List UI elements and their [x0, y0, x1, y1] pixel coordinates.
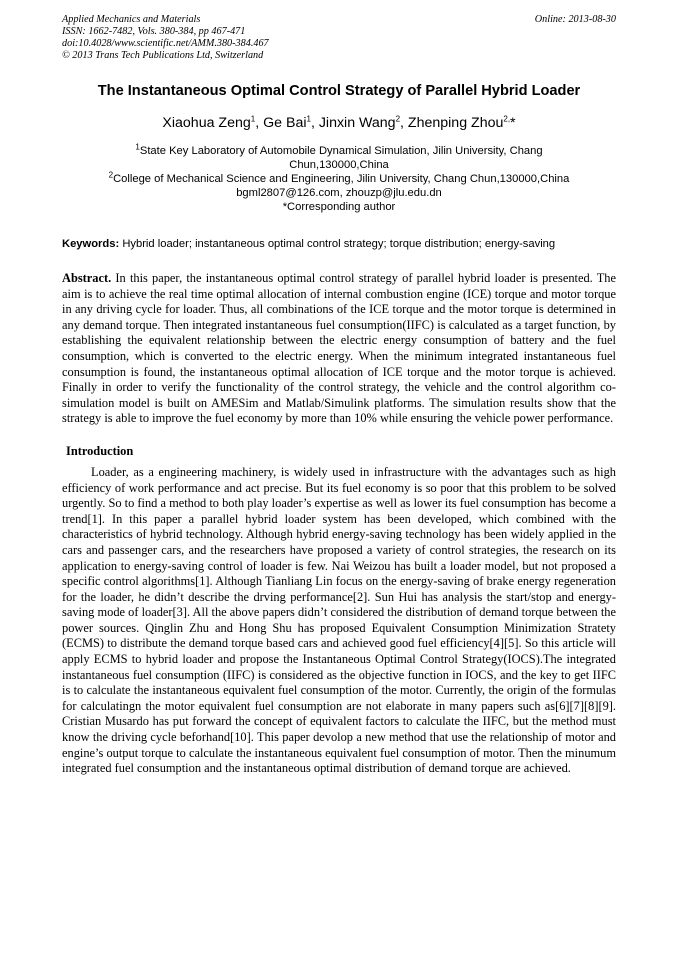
header-left: [62, 14, 616, 62]
email-line: bgml2807@126.com, zhouzp@jlu.edu.dn: [236, 187, 442, 199]
keywords-text: Hybrid loader; instantaneous optimal control strategy; torque distribution; energy-saving: [122, 238, 556, 250]
author-name: Xiaohua Zeng: [162, 115, 251, 131]
copyright-line: © 2013 Trans Tech Publications Ltd, Switzerland: [62, 50, 264, 61]
introduction-paragraph: Loader, as a engineering machinery, is widely used in infrastructure with the advantages such as high efficiency of work performance and act precise. But its fuel economy is so poor that this problem to be solved urgently. So to find a method to both play loader’s expertise as well as lower its fuel consumption has become a trend[1]. In this paper a parallel hybrid loader system has been developed, which combined with the characteristics of hybrid technology. Although hybrid energy-saving technology has been widely applied in the cars and passenger cars, and the researchers have proposed a variety of control strategies, the research on its application to energy-saving control of loader is few. Nai Weizou has built a loader model, but not proposed a specific control algorithms[1]. Although Tianliang Lin focus on the energy-saving of brake energy regeneration for the loader, he didn’t describe the drving performance[2]. Sun Hui has analysis the start/stop and energy-saving mode of loader[3]. All the above papers didn’t considered the distribution of demand torque between the power sources. Qinglin Zhu and Hong Shu has proposed Equivalent Consumption Minimization Stratety (ECMS) to distribute the demand torque based cars and achieved good fuel efficiency[4][5]. So this article will apply ECMS to hybrid loader and propose the Instantaneous Optimal Control Strategy(IOCS).The integrated instantaneous fuel consumption (IIFC) is considered as the objective function in IOCS, and the key to get IIFC is to calculate the instantaneous equivalent fuel consumption of the motor. Currently, the origin of the formulas for calculatingn the motor equivalent fuel consumption are not elaborate in many papers such as[6][7][8][9]. Cristian Musardo has put forward the concept of equivalent factors to calculate the IIFC, but the method must know the driving cycle beforhand[10]. This paper devolop a new method that use the relationship of motor and engine’s output torque to calculate the instantaneous equivalent fuel consumption of motor. Then the minumum integrated fuel consumption and the instantaneous optimal distribution of demand torque are achieved.: [62, 464, 616, 776]
abstract-label: Abstract.: [62, 271, 112, 285]
author-name: Ge Bai: [263, 115, 307, 131]
author-separator: ,: [255, 115, 264, 131]
corresponding-note: *Corresponding author: [282, 201, 396, 213]
abstract-block: [62, 271, 616, 427]
affiliation-text: College of Mechanical Science and Engineering, Jilin University, Chang Chun,130000,China: [113, 173, 570, 185]
author-list: [62, 114, 616, 132]
author-name: Jinxin Wang: [318, 115, 396, 131]
affiliations: [62, 144, 616, 214]
introduction-heading: Introduction: [66, 443, 134, 458]
keywords-label: Keywords:: [62, 238, 120, 250]
author-affil-mark: 1: [306, 114, 311, 124]
author-separator: ,: [310, 115, 319, 131]
online-date: Online: 2013-08-30: [534, 14, 616, 25]
author-name: Zhenping Zhou: [407, 115, 504, 131]
paper-page: [62, 14, 616, 777]
affiliation-text: State Key Laboratory of Automobile Dynamical Simulation, Jilin University, Chang Chun,130000,China: [139, 145, 543, 171]
doi-line: doi:10.4028/www.scientific.net/AMM.380-384.467: [62, 38, 269, 49]
author-affil-mark: 1: [250, 114, 256, 124]
keywords-block: [62, 237, 616, 252]
affil-mark: 1: [135, 142, 140, 152]
affiliation-1: [119, 144, 559, 172]
paper-title: The Instantaneous Optimal Control Strategy of Parallel Hybrid Loader: [97, 83, 581, 99]
author-affil-mark: 2,: [503, 114, 511, 124]
journal-header: [62, 14, 616, 64]
journal-name: Applied Mechanics and Materials: [62, 14, 201, 25]
affil-mark: 2: [108, 170, 114, 180]
abstract-text: In this paper, the instantaneous optimal control strategy of parallel hybrid loader is presented. The aim is to achieve the real time optimal allocation of internal combustion engine (ICE) torque and motor torque in any driving cycle for loader. Thus, all combinations of the ICE torque and the motor torque is determined in any demand torque. Then integrated instantaneous fuel consumption(IIFC) is calculated as a target function, by establishing the equivalent relationship between the electric energy consumption of battery and the fuel consumption, which is converted to the electric energy. When the minimum integrated instantaneous fuel consumption is found, the instantaneous optimal allocation of ICE torque and the motor torque is achieved. Finally in order to verify the functionality of the control strategy, the vehicle and the control algorithm co-simulation model is built on AMESim and Matlab/Simulink platforms. The simulation results show that the strategy is able to improve the fuel economy by more than 10% while ensuring the vehicle power performance.: [62, 271, 616, 426]
corresponding-mark: *: [510, 115, 516, 131]
author-affil-mark: 2: [395, 114, 401, 124]
author-separator: ,: [400, 115, 408, 131]
affiliation-2: [62, 172, 616, 186]
issn-line: ISSN: 1662-7482, Vols. 380-384, pp 467-471: [62, 26, 246, 37]
